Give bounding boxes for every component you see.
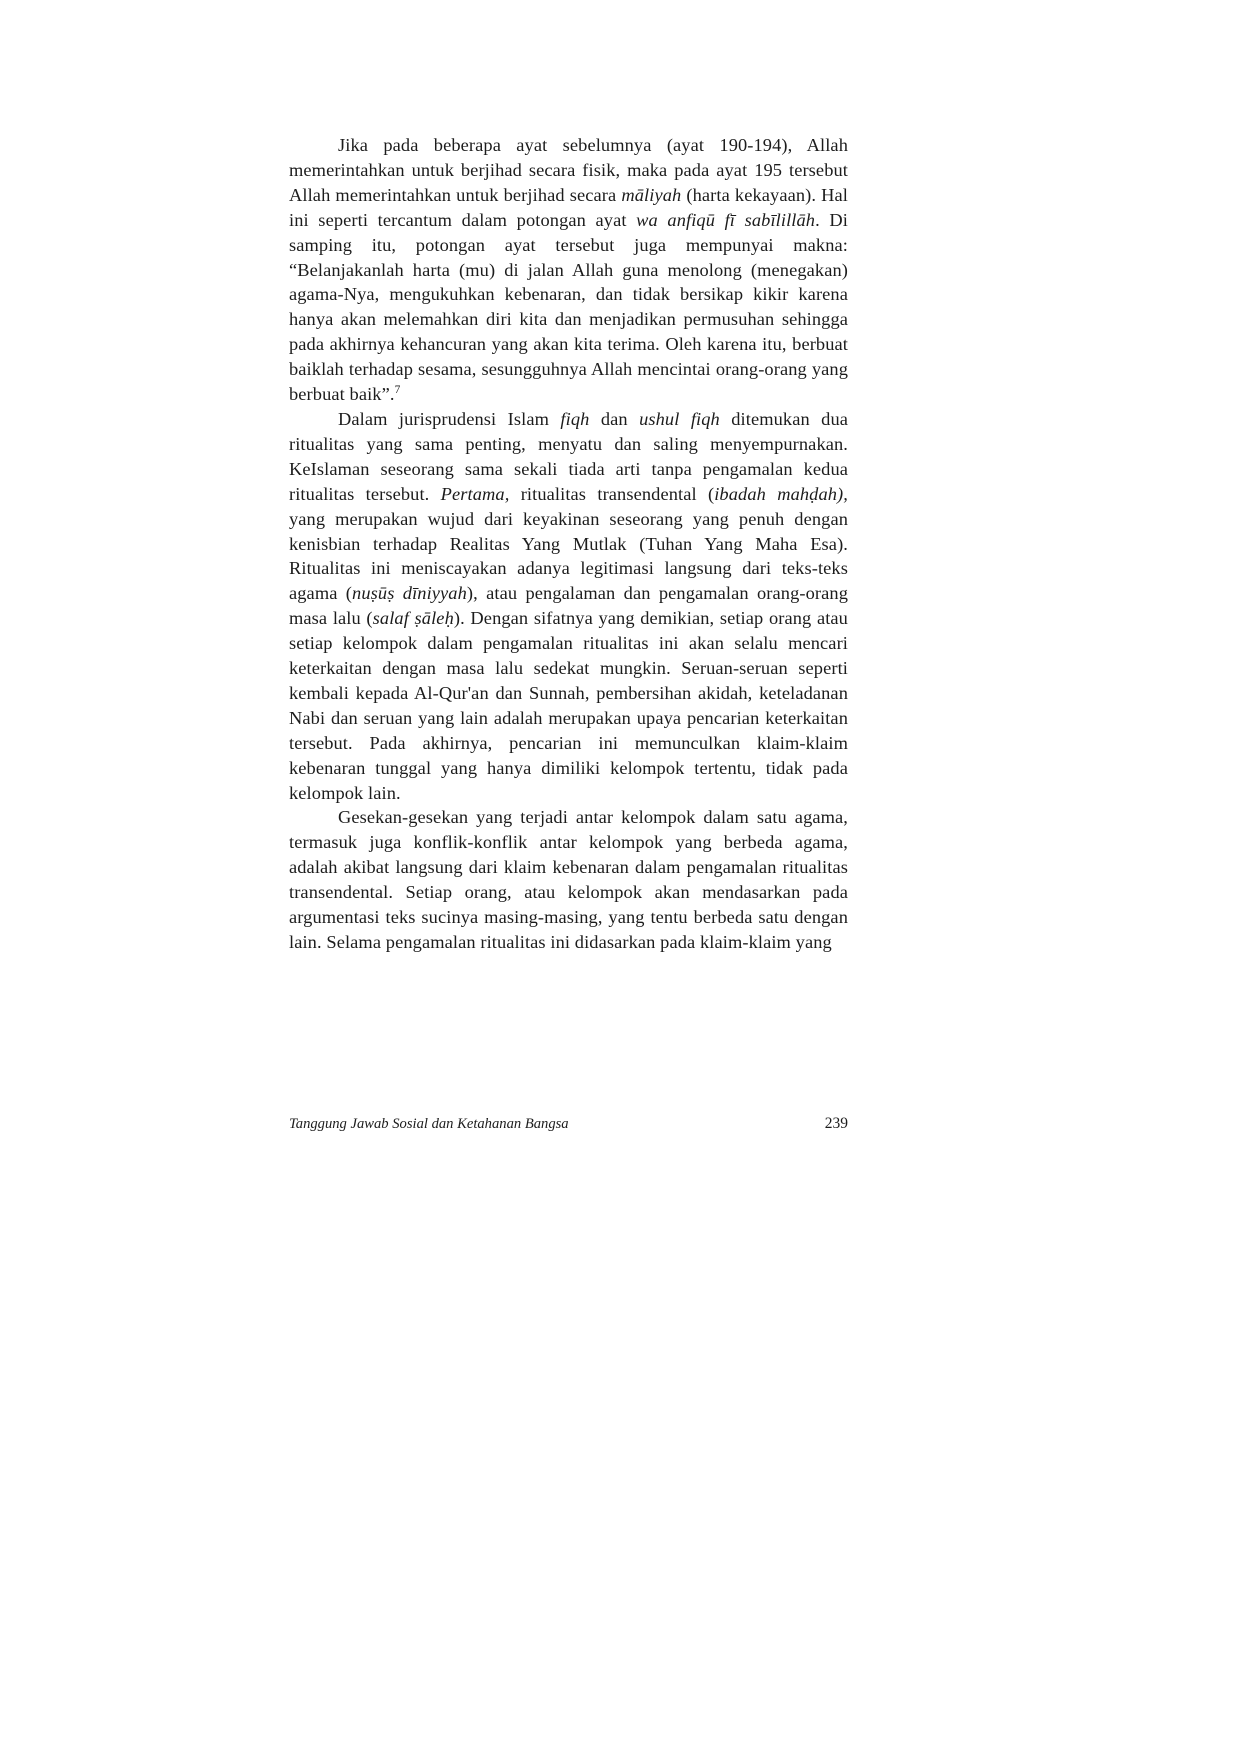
text-segment: Dalam jurisprudensi Islam bbox=[338, 408, 561, 429]
paragraph-1 bbox=[289, 133, 848, 407]
text-segment: ditemukan dua ritualitas yang sama penting, menyatu dan saling menyempurnakan. KeIslaman seseorang sama sekali tiada arti tanpa pengamalan kedua ritualitas tersebut. bbox=[289, 408, 849, 504]
italic-text-segment: nuṣūṣ dīniyyah bbox=[352, 583, 467, 604]
italic-text-segment: salaf ṣāleḥ bbox=[372, 608, 454, 629]
text-segment: yang merupakan wujud dari keyakinan seseorang yang penuh dengan kenisbian terhadap Realitas Yang Mutlak (Tuhan Yang Maha Esa). Ritualitas ini meniscayakan adanya legitimasi langsung dari teks-teks agama ( bbox=[289, 508, 848, 604]
italic-text-segment: ushul fiqh bbox=[639, 408, 720, 429]
body-text bbox=[289, 133, 848, 955]
footer-running-title: Tanggung Jawab Sosial dan Ketahanan Bangsa bbox=[289, 1116, 569, 1132]
italic-text-segment: fiqh bbox=[560, 408, 590, 429]
page-footer bbox=[289, 1115, 848, 1133]
footnote-ref-7: 7 bbox=[394, 383, 401, 396]
italic-text-segment: Pertama, bbox=[440, 483, 510, 504]
footer-page-number: 239 bbox=[824, 1115, 848, 1132]
paragraph-3 bbox=[289, 805, 848, 954]
text-segment: . Di samping itu, potongan ayat tersebut juga mempunyai makna: “Belanjakanlah harta (mu) di jalan Allah guna menolong (menegakan) agama-Nya, mengukuhkan kebenaran, dan tidak bersikap kikir karena hanya akan melemahkan diri kita dan menjadikan permusuhan sehingga pada akhirnya kehancuran yang akan kita terima. Oleh karena itu, berbuat baiklah terhadap sesama, sesungguhnya Allah mencintai orang-orang yang berbuat baik”. bbox=[289, 209, 848, 405]
italic-text-segment: wa anfiqū fī sabīlillāh bbox=[636, 209, 816, 230]
italic-text-segment: māliyah bbox=[621, 184, 682, 205]
text-segment: ). Dengan sifatnya yang demikian, setiap orang atau setiap kelompok dalam pengamalan ritualitas ini akan selalu mencari keterkaitan dengan masa lalu sedekat mungkin. Seruan-seruan seperti kembali kepada Al-Qur'an dan Sunnah, pembersihan akidah, keteladanan Nabi dan seruan yang lain adalah merupakan upaya pencarian keterkaitan tersebut. Pada akhirnya, pencarian ini memunculkan klaim-klaim kebenaran tunggal yang hanya dimiliki kelompok tertentu, tidak pada kelompok lain. bbox=[289, 608, 848, 803]
text-segment: Jika pada beberapa ayat sebelumnya (ayat 190-194), Allah memerintahkan untuk berjihad secara fisik, maka pada ayat 195 tersebut Allah memerintahkan untuk berjihad secara bbox=[289, 135, 848, 205]
text-segment: (harta kekayaan). Hal ini seperti tercantum dalam potongan ayat bbox=[289, 184, 848, 230]
text-segment: ritualitas transendental ( bbox=[509, 483, 715, 504]
paragraph-2 bbox=[289, 407, 848, 806]
italic-text-segment: ibadah mahḍah), bbox=[714, 483, 848, 504]
text-segment: Gesekan-gesekan yang terjadi antar kelompok dalam satu agama, termasuk juga konflik-konflik antar kelompok yang berbeda agama, adalah akibat langsung dari klaim kebenaran dalam pengamalan ritualitas transendental. Setiap orang, atau kelompok akan mendasarkan pada argumentasi teks sucinya masing-masing, yang tentu berbeda satu dengan lain. Selama pengamalan ritualitas ini didasarkan pada klaim-klaim yang bbox=[289, 807, 848, 952]
text-segment: ), atau pengalaman dan pengamalan orang-orang masa lalu ( bbox=[289, 583, 848, 629]
text-segment: dan bbox=[589, 408, 640, 429]
